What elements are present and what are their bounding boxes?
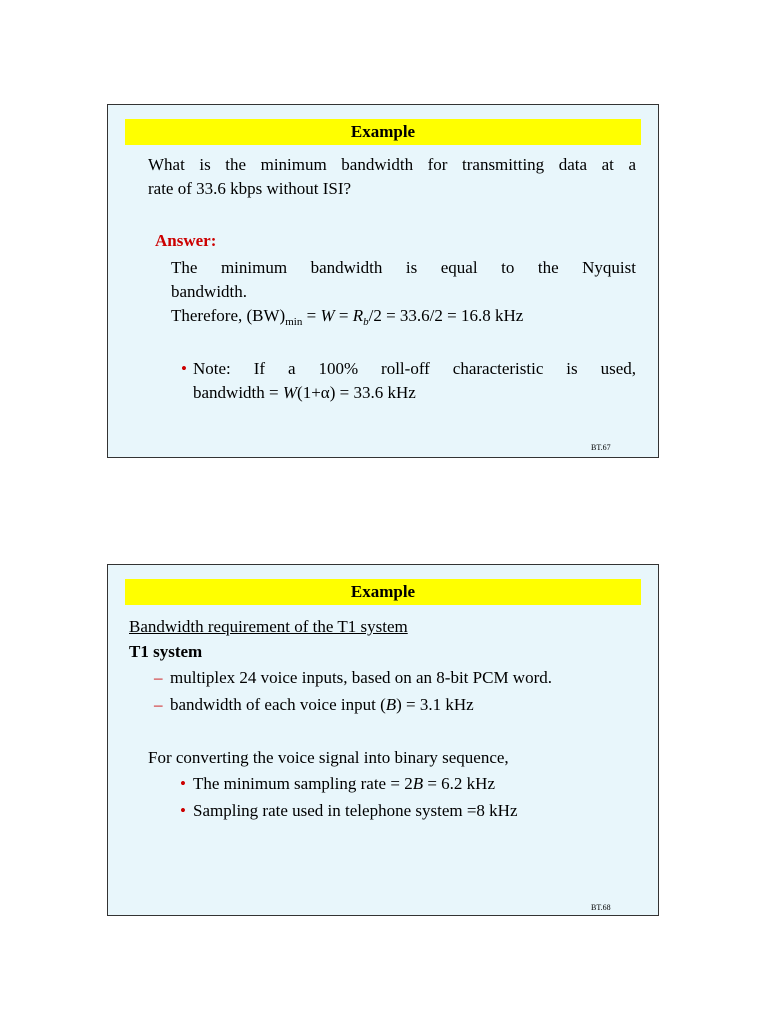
b-subscript: b [363, 316, 369, 328]
answer-line-2: bandwidth. [171, 282, 248, 301]
section-heading: Bandwidth requirement of the T1 system [129, 617, 408, 636]
question-line-1: What is the minimum bandwidth for transmitting data at a [148, 155, 636, 174]
b-symbol: B [385, 695, 397, 714]
subheading: T1 system [129, 642, 203, 661]
b-symbol: B [412, 774, 424, 793]
note-prefix: bandwidth = [193, 383, 283, 402]
w-symbol: W [320, 306, 335, 325]
slide-title: Example [125, 119, 641, 145]
alpha-symbol: α [320, 383, 330, 402]
slide-bt68 [107, 564, 659, 916]
bullet-icon: • [180, 801, 186, 820]
slide-bt67 [107, 104, 659, 458]
note-line-1: Note: If a 100% roll-off characteristic is used, [193, 359, 636, 378]
bullet1-result: = 6.2 kHz [423, 774, 496, 793]
equals-sign: = [334, 306, 353, 325]
w-symbol: W [282, 383, 298, 402]
equals-sign: = [302, 306, 321, 325]
slide-title: Example [125, 579, 641, 605]
page-number: BT.67 [591, 443, 611, 452]
page-number: BT.68 [591, 903, 611, 912]
answer-line-1: The minimum bandwidth is equal to the Nyquist [171, 258, 636, 277]
question-line-2: rate of 33.6 kbps without ISI? [148, 179, 352, 198]
answer-label: Answer: [155, 231, 217, 250]
item2-prefix: bandwidth of each voice input ( [170, 695, 386, 714]
r-symbol: R [352, 306, 364, 325]
note-paren: (1+ [297, 383, 321, 402]
list-item-1: multiplex 24 voice inputs, based on an 8-bit PCM word. [170, 668, 552, 687]
therefore-equation [171, 304, 523, 328]
converting-text: For converting the voice signal into binary sequence, [148, 748, 509, 767]
bullet-item-2: Sampling rate used in telephone system =8 kHz [193, 801, 518, 820]
item2-result: ) = 3.1 kHz [396, 695, 474, 714]
note-line-2 [193, 381, 416, 405]
list-item-2 [170, 693, 474, 717]
bullet1-prefix: The minimum sampling rate = 2 [193, 774, 413, 793]
therefore-prefix: Therefore, (BW) [171, 306, 286, 325]
therefore-result: /2 = 33.6/2 = 16.8 kHz [368, 306, 524, 325]
dash-icon: – [154, 668, 163, 687]
bullet-icon: • [180, 774, 186, 793]
bullet-item-1 [193, 772, 495, 796]
note-result: ) = 33.6 kHz [329, 383, 416, 402]
min-subscript: min [285, 316, 303, 328]
bullet-icon: • [181, 359, 187, 378]
dash-icon: – [154, 695, 163, 714]
